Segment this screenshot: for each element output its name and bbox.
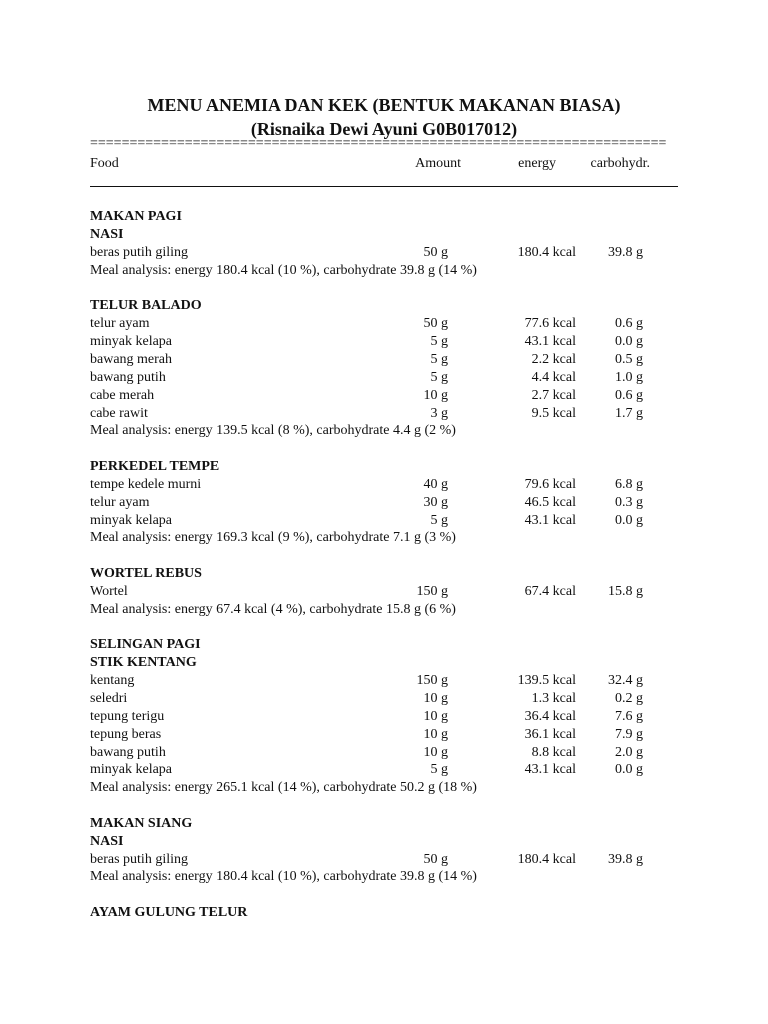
- ingredient-amount: 10 g: [423, 690, 448, 706]
- ingredient-row: [90, 583, 678, 601]
- ingredient-row: [90, 476, 678, 494]
- ingredient-energy: 9.5 kcal: [531, 405, 576, 421]
- ingredient-name: tempe kedele murni: [90, 476, 202, 492]
- meal-analysis: [90, 601, 678, 619]
- ingredient-carbohydrate: 0.0 g: [615, 512, 643, 528]
- meal-analysis-text: Meal analysis: energy 180.4 kcal (10 %), carbohydrate 39.8 g (14 %): [90, 869, 477, 885]
- ingredient-energy: 36.1 kcal: [524, 726, 576, 742]
- section-gap: [90, 440, 678, 458]
- section-heading: [90, 208, 678, 226]
- ingredient-carbohydrate: 0.0 g: [615, 333, 643, 349]
- ingredient-carbohydrate: 0.6 g: [615, 316, 643, 332]
- ingredient-amount: 50 g: [423, 244, 448, 260]
- section-heading-text: NASI: [90, 833, 124, 849]
- meal-analysis: [90, 868, 678, 886]
- section-heading: [90, 833, 678, 851]
- ingredient-amount: 5 g: [430, 333, 448, 349]
- section-heading: [90, 565, 678, 583]
- ingredient-row: [90, 726, 678, 744]
- ingredient-row: [90, 690, 678, 708]
- ingredient-energy: 67.4 kcal: [524, 583, 576, 599]
- ingredient-energy: 8.8 kcal: [531, 744, 576, 760]
- meal-analysis-text: Meal analysis: energy 180.4 kcal (10 %), carbohydrate 39.8 g (14 %): [90, 262, 477, 278]
- ingredient-energy: 79.6 kcal: [524, 476, 576, 492]
- meal-analysis: [90, 422, 678, 440]
- ingredient-name: bawang putih: [90, 369, 166, 385]
- header-carbohydrate: carbohydr.: [590, 156, 650, 171]
- ingredient-carbohydrate: 0.3 g: [615, 494, 643, 510]
- header-energy: energy: [518, 156, 556, 171]
- section-gap: [90, 280, 678, 298]
- section-heading: [90, 636, 678, 654]
- section-heading-text: MAKAN PAGI: [90, 209, 182, 224]
- ingredient-energy: 43.1 kcal: [524, 512, 576, 528]
- meal-analysis: [90, 779, 678, 797]
- meal-analysis-text: Meal analysis: energy 169.3 kcal (9 %), carbohydrate 7.1 g (3 %): [90, 530, 456, 546]
- ingredient-name: beras putih giling: [90, 244, 188, 260]
- ingredient-energy: 1.3 kcal: [531, 690, 576, 706]
- section-heading-text: PERKEDEL TEMPE: [90, 458, 220, 474]
- ingredient-row: [90, 744, 678, 762]
- meal-analysis-text: Meal analysis: energy 67.4 kcal (4 %), carbohydrate 15.8 g (6 %): [90, 601, 456, 617]
- meal-analysis-text: Meal analysis: energy 265.1 kcal (14 %), carbohydrate 50.2 g (18 %): [90, 780, 477, 796]
- section-heading: [90, 297, 678, 315]
- ingredient-energy: 46.5 kcal: [524, 494, 576, 510]
- ingredient-energy: 4.4 kcal: [531, 369, 576, 385]
- ingredient-amount: 10 g: [423, 387, 448, 403]
- ingredient-carbohydrate: 0.2 g: [615, 690, 643, 706]
- ingredient-carbohydrate: 7.6 g: [615, 708, 643, 724]
- section-heading: [90, 458, 678, 476]
- ingredient-energy: 43.1 kcal: [524, 333, 576, 349]
- section-heading: [90, 815, 678, 833]
- ingredient-carbohydrate: 15.8 g: [608, 583, 643, 599]
- page-title: MENU ANEMIA DAN KEK (BENTUK MAKANAN BIASA): [147, 95, 621, 115]
- ingredient-name: bawang putih: [90, 744, 166, 760]
- ingredient-carbohydrate: 32.4 g: [608, 672, 643, 688]
- ingredient-energy: 43.1 kcal: [524, 762, 576, 778]
- section-gap: [90, 547, 678, 565]
- ingredient-row: [90, 851, 678, 869]
- ingredient-name: cabe rawit: [90, 405, 148, 421]
- ingredient-energy: 2.2 kcal: [531, 351, 576, 367]
- column-header-row: [90, 155, 678, 173]
- ingredient-row: [90, 708, 678, 726]
- ingredient-amount: 5 g: [430, 762, 448, 778]
- ingredient-amount: 40 g: [423, 476, 448, 492]
- ingredient-amount: 3 g: [430, 405, 448, 421]
- ingredient-carbohydrate: 0.0 g: [615, 762, 643, 778]
- ingredient-name: telur ayam: [90, 316, 150, 332]
- ingredient-row: [90, 387, 678, 405]
- ingredient-carbohydrate: 39.8 g: [608, 244, 643, 260]
- ingredient-name: kentang: [90, 672, 135, 688]
- ingredient-name: beras putih giling: [90, 851, 188, 867]
- ingredient-name: seledri: [90, 690, 128, 706]
- section-gap: [90, 797, 678, 815]
- ingredient-name: tepung terigu: [90, 708, 165, 724]
- double-separator: =========================================================================: [90, 137, 667, 151]
- ingredient-carbohydrate: 0.5 g: [615, 351, 643, 367]
- ingredient-row: [90, 351, 678, 369]
- ingredient-energy: 180.4 kcal: [517, 244, 576, 260]
- ingredient-carbohydrate: 7.9 g: [615, 726, 643, 742]
- ingredient-amount: 50 g: [423, 851, 448, 867]
- header-food: Food: [90, 156, 119, 171]
- section-heading-text: WORTEL REBUS: [90, 565, 202, 581]
- ingredient-energy: 2.7 kcal: [531, 387, 576, 403]
- section-heading-text: STIK KENTANG: [90, 655, 197, 671]
- ingredient-carbohydrate: 6.8 g: [615, 476, 643, 492]
- ingredient-name: minyak kelapa: [90, 512, 173, 528]
- section-heading-text: SELINGAN PAGI: [90, 637, 201, 653]
- ingredient-row: [90, 761, 678, 779]
- ingredient-name: bawang merah: [90, 351, 173, 367]
- ingredient-name: minyak kelapa: [90, 762, 173, 778]
- ingredient-name: telur ayam: [90, 494, 150, 510]
- section-heading-text: AYAM GULUNG TELUR: [90, 904, 248, 920]
- ingredient-amount: 50 g: [423, 316, 448, 332]
- ingredient-amount: 10 g: [423, 744, 448, 760]
- ingredient-row: [90, 672, 678, 690]
- section-heading: [90, 226, 678, 244]
- ingredient-row: [90, 333, 678, 351]
- ingredient-carbohydrate: 39.8 g: [608, 851, 643, 867]
- ingredient-name: tepung beras: [90, 726, 162, 742]
- section-heading: [90, 904, 678, 922]
- meal-analysis: [90, 529, 678, 547]
- section-heading: [90, 654, 678, 672]
- page-subtitle: (Risnaika Dewi Ayuni G0B017012): [250, 119, 518, 139]
- ingredient-name: minyak kelapa: [90, 333, 173, 349]
- ingredient-amount: 30 g: [423, 494, 448, 510]
- ingredient-amount: 5 g: [430, 351, 448, 367]
- ingredient-row: [90, 369, 678, 387]
- ingredient-row: [90, 244, 678, 262]
- ingredient-row: [90, 405, 678, 423]
- ingredient-amount: 150 g: [416, 672, 448, 688]
- ingredient-row: [90, 315, 678, 333]
- ingredient-amount: 150 g: [416, 583, 448, 599]
- ingredient-amount: 5 g: [430, 369, 448, 385]
- section-gap: [90, 886, 678, 904]
- section-heading-text: NASI: [90, 226, 124, 242]
- ingredient-amount: 10 g: [423, 726, 448, 742]
- header-amount: Amount: [415, 156, 461, 171]
- section-heading-text: TELUR BALADO: [90, 298, 202, 314]
- menu-content: [90, 208, 678, 922]
- ingredient-name: cabe merah: [90, 387, 155, 403]
- meal-analysis-text: Meal analysis: energy 139.5 kcal (8 %), carbohydrate 4.4 g (2 %): [90, 423, 456, 439]
- ingredient-carbohydrate: 0.6 g: [615, 387, 643, 403]
- ingredient-energy: 77.6 kcal: [524, 316, 576, 332]
- ingredient-energy: 139.5 kcal: [517, 672, 576, 688]
- ingredient-carbohydrate: 1.0 g: [615, 369, 643, 385]
- ingredient-carbohydrate: 1.7 g: [615, 405, 643, 421]
- ingredient-carbohydrate: 2.0 g: [615, 744, 643, 760]
- ingredient-name: Wortel: [90, 583, 128, 599]
- section-gap: [90, 619, 678, 637]
- ingredient-amount: 5 g: [430, 512, 448, 528]
- section-heading-text: MAKAN SIANG: [90, 815, 193, 831]
- ingredient-energy: 180.4 kcal: [517, 851, 576, 867]
- header-rule: [90, 186, 678, 187]
- meal-analysis: [90, 262, 678, 280]
- ingredient-row: [90, 512, 678, 530]
- ingredient-amount: 10 g: [423, 708, 448, 724]
- ingredient-row: [90, 494, 678, 512]
- ingredient-energy: 36.4 kcal: [524, 708, 576, 724]
